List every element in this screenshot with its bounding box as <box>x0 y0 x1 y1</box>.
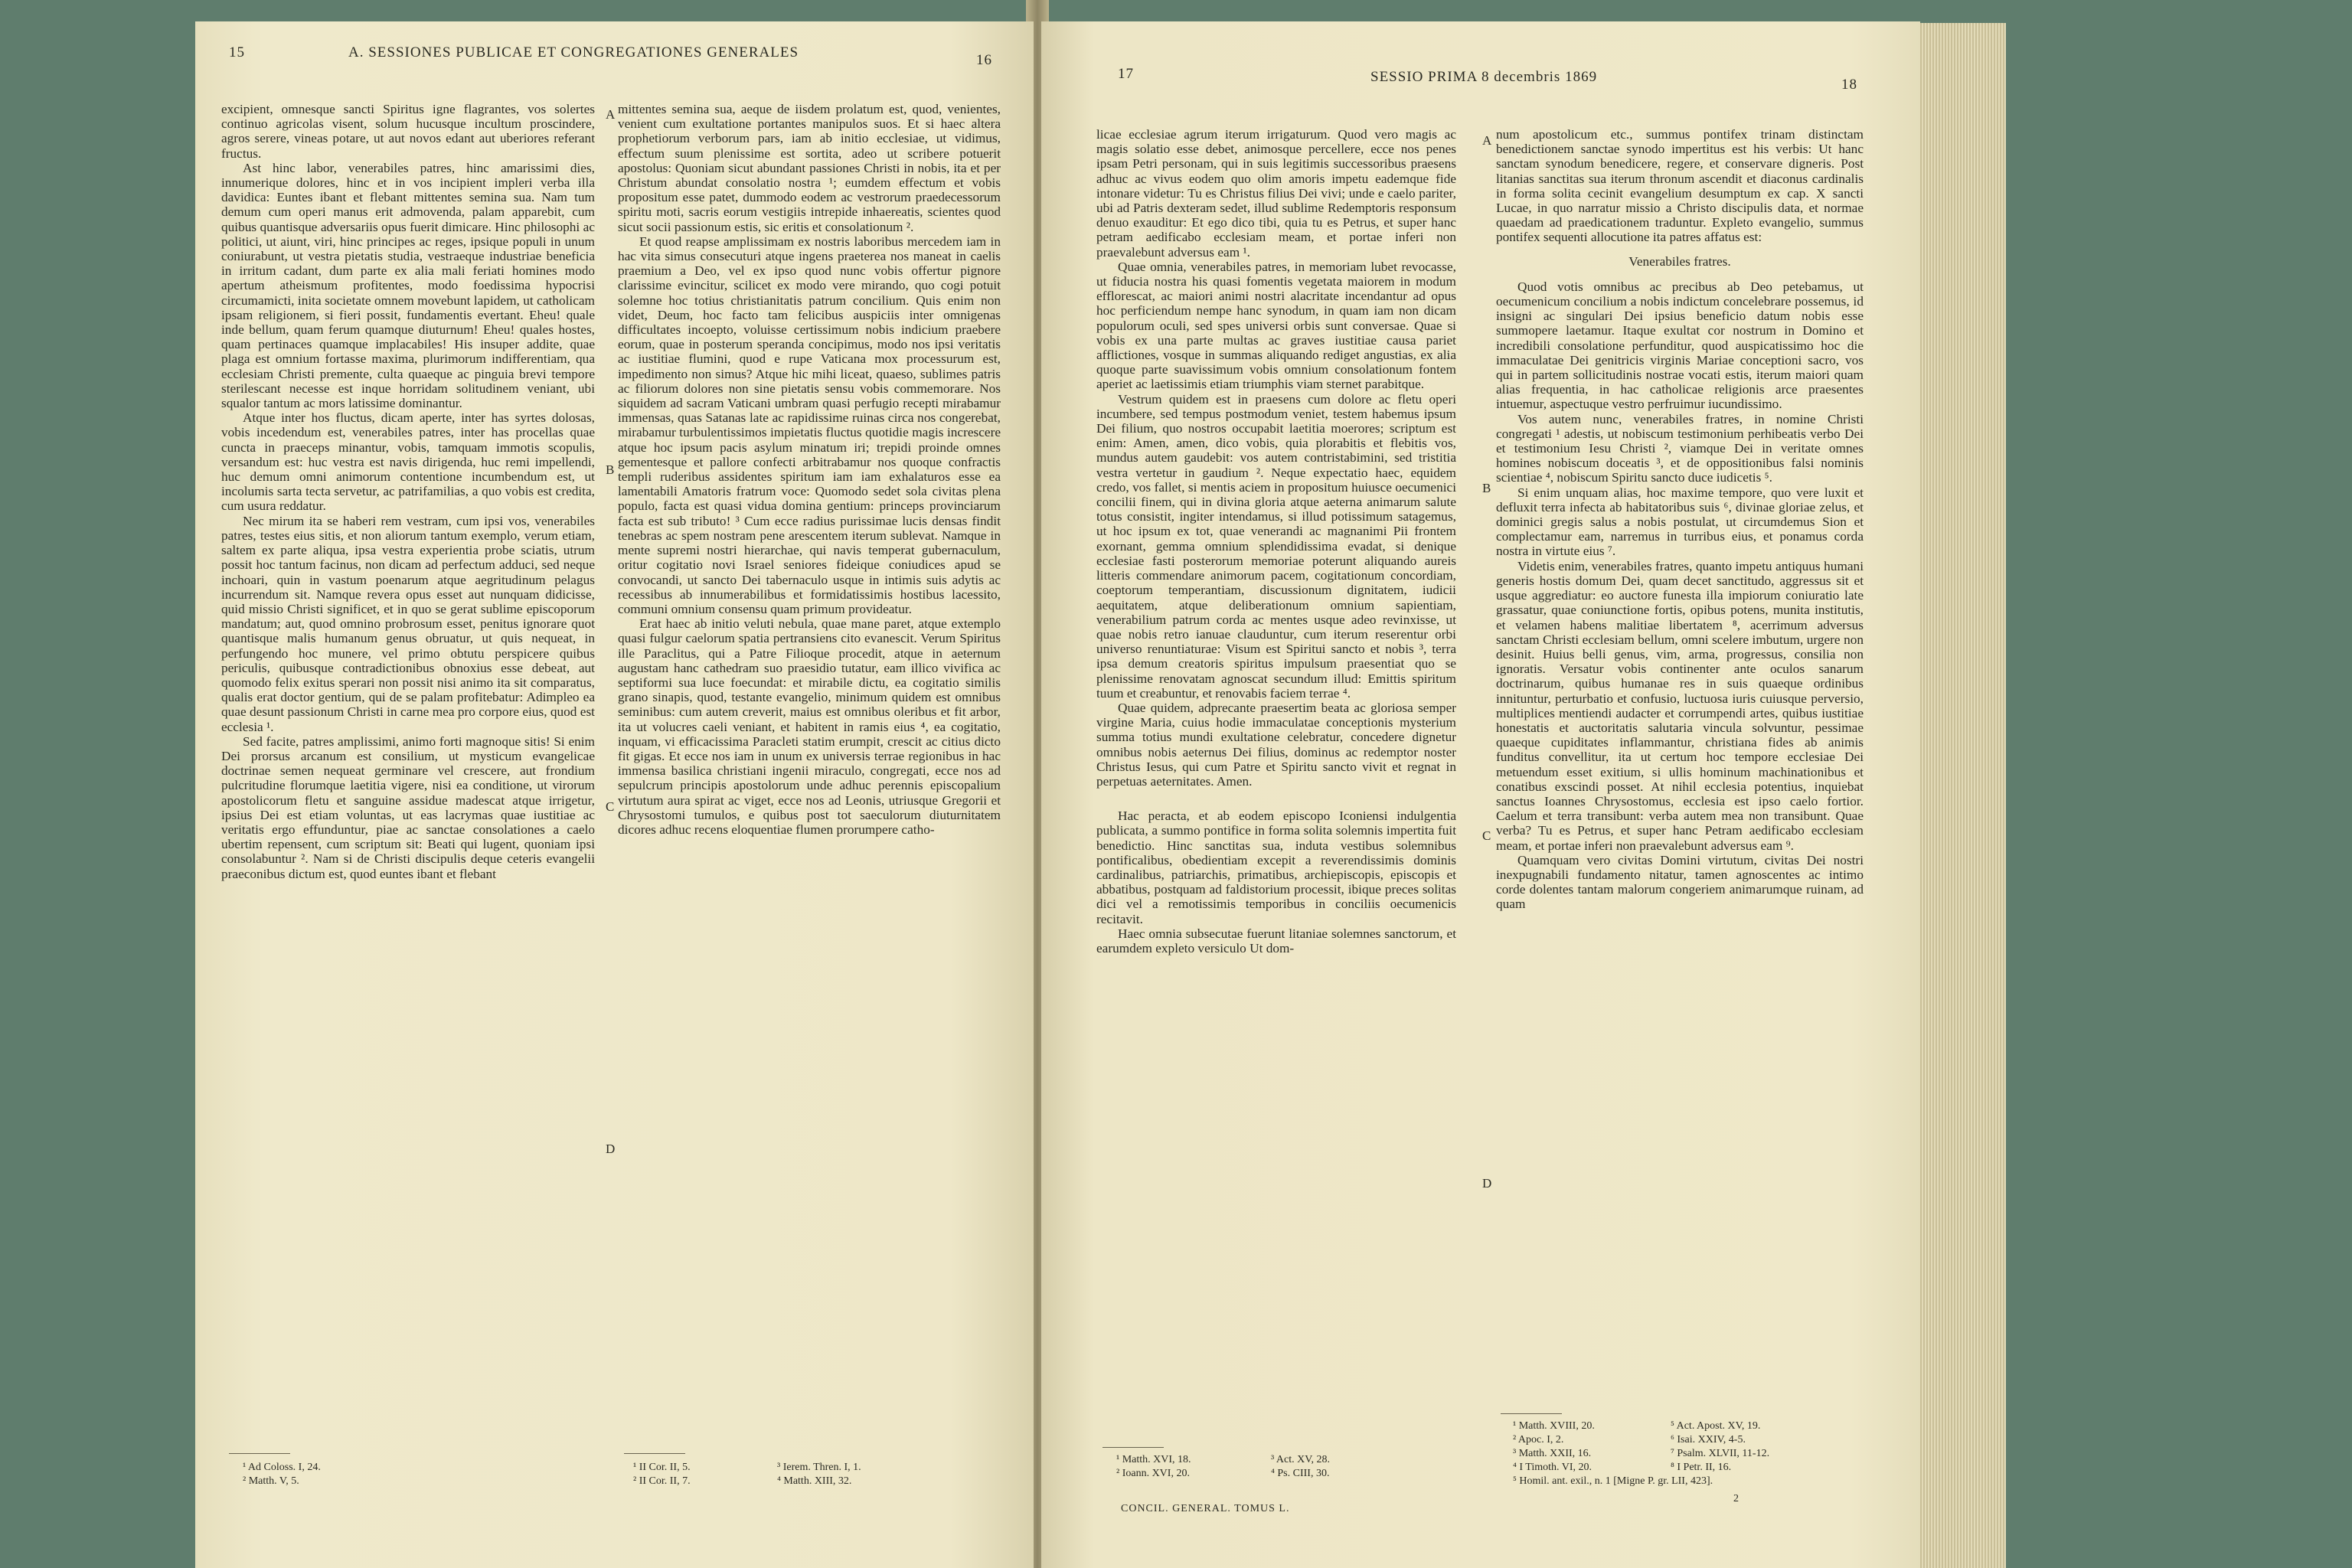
margin-letter: D <box>606 1142 616 1156</box>
footnote: ⁴ Ps. CIII, 30. <box>1271 1468 1330 1479</box>
page-number: 15 <box>229 44 245 60</box>
text-column-right <box>1496 127 1864 912</box>
footnote: ⁴ Matth. XIII, 32. <box>777 1475 852 1487</box>
paragraph: Quod votis omnibus ac precibus ab Deo petebamus, ut oecumenicum concilium a nobis indictum concelebrare possemus, id insigni ac singulari Dei ipsius beneficio datum nobis esse summopere laetamur. Itaque exultat cor nostrum in Domino et incredibili consolatione perfunditur, quod auspicatissimo hoc die immaculatae Dei genitricis virginis Mariae conceptioni sacro, vos qui in partem sollicitudinis nostrae vocati estis, iterum maiori quam alias frequentia, in hac catholicae religionis arce praesentes intuemur, aspectuque vestro perfruimur iucundissimo. <box>1496 279 1864 412</box>
paragraph: Quae omnia, venerabiles patres, in memoriam lubet revocasse, ut fiducia nostra his quasi fomentis vegetata maiorem in modum efflorescat, ac maiori animi nostri alacritate incendantur ad opus hoc perficiendum nempe hanc synodum, in quam iam non dicam populorum oculi, sed spes universi orbis sunt conversae. Quae si vobis ex una parte multas ac graves iustitiae causa pariet afflictiones, vosque in summas aliquando rediget angustias, ex alia quoque parte suavissimum vobis omnium consolationum fontem aperiet ac laetissimis etiam triumphis viam sternet parabitque. <box>1096 259 1456 392</box>
page-number: 17 <box>1118 66 1134 82</box>
footnote: ² II Cor. II, 7. <box>633 1475 691 1487</box>
footnote: ¹ Matth. XVIII, 20. <box>1513 1420 1595 1432</box>
footnotes <box>243 1461 321 1488</box>
margin-letter: B <box>1482 481 1491 495</box>
margin-letter: A <box>606 107 616 122</box>
paragraph: Videtis enim, venerabiles fratres, quanto impetu antiquus humani generis hostis domum Dei, quam decet sanctitudo, aggressus sit et usque aggrediatur: eo auctore funesta illa impiorum coniuratio late grassatur, quae coniunctione fortis, opibus potens, munita institutis, et velamen habens malitiae libertatem ⁸, acerrimum adversus sanctam Christi ecclesiam bellum, omni scelere imbutum, urgere non desinit. Huius belli genus, vim, arma, progressus, consilia non ignoratis. Versatur vobis continenter ante oculos sanarum doctrinarum, quibus humanae res in suis quaeque ordinibus innituntur, perturbatio et confusio, luctuosa iuris cuiusque perversio, multiplices mentiendi audacter et corrumpendi artes, quibus iustitiae honestatis et auctoritatis salutaria vincula solvuntur, pessimae quaeque cupiditates inflammantur, christiana fides ab animis funditus convellitur, ita ut certum hoc tempore ecclesiae Dei metuendum esset exitium, si ullis hominum machinationibus et conatibus exscindi posset. At nihil ecclesia potentius, inquiebat sanctus Ioannes Chrysostomus, ecclesia est ipso caelo fortior. Caelum et terra transibunt: verba autem mea non transibunt. Quae verba? Tu es Petrus, et super hanc Petram aedificabo ecclesiam meam, et portae inferi non praevalebunt adversus eam ⁹. <box>1496 558 1864 853</box>
footnotes <box>777 1461 861 1488</box>
footnote: ⁴ I Timoth. VI, 20. <box>1513 1462 1592 1473</box>
paragraph: licae ecclesiae agrum iterum irrigaturum. Quod vero magis ac magis solatio esse debet, animosque percellere, ecce nos penes ipsam Petri personam, qui in suis legitimis successoribus praesens adhuc ac vivus eodem quo olim amoris impetu eademque fide intonare videtur: Tu es Christus filius Dei vivi; unde e caelo pariter, ubi ad Patris dexteram sedet, illud sublime Redemptoris responsum denuo exauditur: Et ego dico tibi, quia tu es Petrus, et super hanc petram aedificabo ecclesiam meam, et portae inferi non praevalebunt adversus eam ¹. <box>1096 127 1456 260</box>
signature-mark: CONCIL. GENERAL. TOMUS L. <box>1121 1503 1290 1514</box>
footnote: ⁷ Psalm. XLVII, 11-12. <box>1671 1448 1770 1459</box>
page-edges <box>1920 23 2006 1568</box>
paragraph: Ast hinc labor, venerabiles patres, hinc amarissimi dies, innumerique dolores, hinc et in vos incipient impleri verba illa davidica: Euntes ibant et flebant mittentes semina sua. Nam tum demum cum operi manus erit admovenda, palam apparebit, cum quibus quantisque adversariis opus fuerit dimicare. Hinc philosophi ac politici, ut aiunt, viri, hinc principes ac reges, ipsique populi in unum coniurabunt, ut vestra pietatis studia, vestraeque industriae beneficia in irritum cadant, dum parte ex alia mali feriati homines modo apertum atheismum profitentes, modo foedissima hypocrisi circumamicti, inita societate omnem movebunt lapidem, ut catholicam ipsam religionem, si fieri possit, fundamentis evertant. Eheu! quale inde bellum, quam ferum quamque diuturnum! Eheu! quales hostes, quam pertinaces quamque implacabiles! His insuper addite, quae plaga est omnium fortasse maxima, plurimorum indifferentiam, qua ecclesiam Christi premente, culta quaeque ac pinguia brevi tempore sterilescant necesse est inque horridam solitudinem veniant, ubi squalor tantum ac mors latissime dominantur. <box>221 160 595 411</box>
running-header: A. SESSIONES PUBLICAE ET CONGREGATIONES GENERALES <box>348 44 799 60</box>
text-column-right <box>618 102 1001 837</box>
left-page <box>195 21 1034 1568</box>
footnote: ² Apoc. I, 2. <box>1513 1434 1564 1446</box>
paragraph: Vestrum quidem est in praesens cum dolore ac fletu operi incumbere, sed tempus postmodum veniet, testem habemus ipsum Dei filium, quo nostros occupabit laetitia moerores; scriptum est enim: Amen, amen, dico vobis, quia plorabitis et flebitis vos, mundus autem gaudebit: vos autem contristabimini, sed tristitia vestra vertetur in gaudium ². Neque expectatio haec, equidem credo, vos fallet, si mentis aciem in propositum huiusce oecumenici concilii finem, qui in divina gloria atque aeterna animarum salute totus consistit, ingiter intendamus, si illud potissimum satagemus, ut hoc ipsum ex tot, quae venerandi ac magnanimi Pii frontem exornant, gemma omnium splendidissima evadat, si denique ecclesiae fasti posterorum memoriae poterunt aliquando aureis litteris commendare animorum pacem, cogitationum concordiam, coeptorum temperantiam, discussionum dignitatem, iudicii aequitatem, atque deliberationum omnium sapientiam, venerabilium patrum corda ac mentes usque adeo revinxisse, ut quae nobis retro ianuae clauduntur, cum iterum reserentur orbi universo renuntiaturae: Visum est Spiritui sancto et nobis ³, terra ipsa demum creatoris spiritus impulsum praesentiat quo se plenissime renovatam agnoscat secundum illud: Emittis spiritum tuum et creabuntur, et renovabis faciem terrae ⁴. <box>1096 391 1456 701</box>
footnote: ¹ II Cor. II, 5. <box>633 1462 691 1473</box>
paragraph: Et quod reapse amplissimam ex nostris laboribus mercedem iam in hac vita simus consecuturi atque ingens praeterea nos maneat in caelis praemium a Deo, vel ex ipso quod nunc vobis offertur pignore clarissime evincitur, scilicet ex modo vere mirando, quo cogi potuit solemne hoc totius christianitatis patrum concilium. Quis enim non videt, Deum, hoc facto tam felicibus auspiciis inter omnigenas difficultates incoepto, voluisse certissimum nobis indicium praebere eorum, quae in posterum speranda concipimus, modo nos ipsi veritatis ac iustitiae flumini, quod e rupe Vaticana mox processurum est, impedimento non simus? Atque hic mihi liceat, quaeso, sublimes patris ac filiorum dolores non sine pietatis sensu vobis commemorare. Nos siquidem ad sacram Vaticani umbram quasi perfugio recepti mirabamur immensas, quas Satanas late ac rapidissime ruinas circa nos congerebat, mirabamur turbulentissimos impietatis fluctus quotidie magis increscere atque hoc ipsum pacis asylum minatum iri; trepidi proinde omnes gementesque et pallore confecti arbitrabamur nos quoque confractis templi ruderibus assidentes spiritum iam iam exhalaturos esse ea lamentabili Amatoris fratrum voce: Quomodo sedet sola civitas plena populo, facta est quasi vidua domina gentium: princeps provinciarum facta est sub tributo! ³ Cum ecce radius purissimae lucis densas findit tenebras ac spem nostram pene arescentem iterum sublevat. Namque in mente supremi nostri hierarchae, qui navis temperat gubernaculum, oritur cogitatio novi Israel seniores fideique coniudices apud se convocandi, ut sancto Dei tabernaculo usque in intimis suis adytis ac recessibus ab innumerabilibus et formidatissimis hostibus lacessito, communi omnium consensu quam primum provideatur. <box>618 234 1001 616</box>
footnote: ¹ Ad Coloss. I, 24. <box>243 1462 321 1473</box>
paragraph: Si enim unquam alias, hoc maxime tempore, quo vere luxit et defluxit terra infecta ab habitatoribus suis ⁶, divinae gloriae zelus, et dominici gregis salus a nobis postulat, ut circumdemus Sion et complectamur eam, narremus in turribus eius, et ponamus corda nostra in virtute eius ⁷. <box>1496 485 1864 559</box>
paragraph: mittentes semina sua, aeque de iisdem prolatum est, quod, venientes, venient cum exultatione portantes manipulos suos. Et si haec altera prophetiorum verborum pars, iam ab initio ecclesiae, ut vidimus, effectum suum plenissime est sortita, adeo ut scribere potuerit apostolus: Quoniam sicut abundant passiones Christi in nobis, ita et per Christum abundat consolatio nostra ¹; eumdem effectum et vobis propositum esse patet, dummodo eodem ac vestrorum praedecessorum spiritu moti, sacris eorum vestigiis intrepide inhaereatis, scientes quod sicut socii passionum estis, sic eritis et consolationum ². <box>618 102 1001 234</box>
footnote: ⁶ Isai. XXIV, 4-5. <box>1671 1434 1746 1446</box>
footnote: ¹ Matth. XVI, 18. <box>1116 1454 1191 1465</box>
paragraph: Atque inter hos fluctus, dicam aperte, inter has syrtes dolosas, vobis incedendum est, venerabiles patres, inter has procellas quae cuncta in praeceps minantur, vobis, tamquam immotis scopulis, versandum est: huc vestra est navis dirigenda, huc remi impellendi, huc demum omni animorum contentione incumbendum est, ut incolumis sarta tecta servetur, ac patrifamilias, a quo vobis est credita, cum usura reddatur. <box>221 410 595 514</box>
paragraph: Sed facite, patres amplissimi, animo forti magnoque sitis! Si enim Dei prorsus arcanum est consilium, ut mysticum evangelicae doctrinae semen nequeat germinare vel crescere, aut frondium pulcritudine florumque laetitia vigere, nisi ea conditione, ut virorum apostolicorum fletu et sanguine assidue madescat atque irrigetur, ipsius Dei est etiam voluntas, ut eas lacrymas quae iustitiae ac veritatis ergo effunduntur, piae ac sanctae consolationes a caelo ubertim repensent, cum scriptum sit: Beati qui lugent, quoniam ipsi consolabuntur ². Nam si de Christi discipulis deque ceteris evangelii praeconibus dictum est, quod euntes ibant et flebant <box>221 733 595 881</box>
page-number: 18 <box>1841 77 1857 93</box>
footnote: ⁸ I Petr. II, 16. <box>1671 1462 1732 1473</box>
running-header: SESSIO PRIMA 8 decembris 1869 <box>1370 69 1598 85</box>
footnote: ³ Act. XV, 28. <box>1271 1454 1331 1465</box>
footnotes <box>1671 1419 1769 1475</box>
page-number: 16 <box>976 52 992 68</box>
margin-letter: A <box>1482 133 1492 148</box>
footnote: ³ Matth. XXII, 16. <box>1513 1448 1592 1459</box>
footnote: ³ Ierem. Thren. I, 1. <box>777 1462 861 1473</box>
paragraph: Hac peracta, et ab eodem episcopo Iconiensi indulgentia publicata, a summo pontifice in forma solita solemnis impertita fuit benedictio. Hinc sanctitas sua, induta vestibus solemnibus pontificalibus, obedientiam excepit a reverendissimis dominis cardinalibus, patriarchis, primatibus, archiepiscopis, episcopis et abbatibus, postquam ad faldistorium processit, ibique preces solitas dici vel a remotissimis temporibus in conciliis oecumenicis recitavit. <box>1096 808 1456 926</box>
paragraph: Haec omnia subsecutae fuerunt litaniae solemnes sanctorum, et earumdem expleto versiculo Ut dom- <box>1096 926 1456 956</box>
address-heading: Venerabiles fratres. <box>1628 253 1731 269</box>
paragraph: Vos autem nunc, venerabiles fratres, in nomine Christi congregati ¹ adestis, ut nobiscum testimonium perhibeatis verbo Dei et testimonium Iesu Christi ², viamque Dei in veritate omnes homines nobiscum doceatis ³, et de oppositionibus falsi nominis scientiae ⁴, nobiscum Spiritu sancto duce iudicetis ⁵. <box>1496 411 1864 485</box>
paragraph: excipient, omnesque sancti Spiritus igne flagrantes, vos solertes continuo agricolas visent, solum hucusque incultum proscindere, agros serere, vineas potare, ut aut novos edant aut uberiores referant fructus. <box>221 102 595 161</box>
footnotes <box>633 1461 691 1488</box>
footnote-rule <box>624 1453 685 1454</box>
footnotes <box>1271 1453 1330 1481</box>
paragraph: Quamquam vero civitas Domini virtutum, civitas Dei nostri inexpugnabili fundamento nitatur, tamen agnoscentes ac intimo corde dolentes tantam malorum congeriem animarumque ruinam, ad quam <box>1496 852 1864 912</box>
footnote-rule <box>1102 1447 1164 1448</box>
margin-letter: B <box>606 462 615 477</box>
footnote-rule <box>1501 1413 1562 1414</box>
right-page <box>1041 21 1920 1568</box>
footnote: ⁵ Homil. ant. exil., n. 1 [Migne P. gr. LII, 423]. <box>1513 1475 1713 1487</box>
margin-letter: C <box>606 799 615 814</box>
footnote-rule <box>229 1453 290 1454</box>
text-column-left <box>221 102 595 881</box>
paragraph: Quae quidem, adprecante praesertim beata ac gloriosa semper virgine Maria, cuius hodie immaculatae conceptionis mysterium summa totius mundi exultatione celebratur, concedere dignetur omnibus nobis aeternus Dei filius, dominus ac redemptor noster Christus Iesus, qui cum Patre et Spiritu sancto vivit et regnat in perpetuas aeternitates. Amen. <box>1096 700 1456 789</box>
margin-letter: D <box>1482 1176 1492 1191</box>
paragraph: Erat haec ab initio veluti nebula, quae mane paret, atque extemplo quasi fulgur caelorum spatia pertransiens cito evanescit. Verum Spiritus ille Paraclitus, qui a Patre Filioque procedit, atque in aeternum augustam hanc cathedram suo praesidio tutatur, eam illico vivifica ac septiformi sua luce foecundat: et mirabile dictu, ea cogitatio similis grano sinapis, quod, testante evangelio, minimum quidem est omnibus seminibus: cum autem creverit, maius est omnibus oleribus et fit arbor, ita ut volucres caeli veniant, et habitent in ramis eius ⁴, ea cogitatio, inquam, vi efficacissima Paracleti statim erumpit, crescit ac citius dicto fit gigas. Et ecce nos iam in unum ex universis terrae regionibus in hac immensa basilica christiani ingenii miraculo, congregati, ecce nos ad sepulcrum principis apostolorum unde adhuc perennis episcopalium virtutum aura spirat ac viget, ecce nos ad Leonis, utriusque Gregorii et Chrysostomi tumulos, e quibus post tot saeculorum diuturnitatem dicores adhuc recens eloquentiae flumen prorumpere catho- <box>618 616 1001 837</box>
paragraph: num apostolicum etc., summus pontifex trinam distinctam benedictionem sanctae synodo impertitus est his verbis: Ut hanc sanctam synodum benedicere, regere, et conservare digneris. Post litanias sanctitas sua iterum thronum ascendit et diaconus cardinalis in forma solita cecinit evangelium desumptum ex cap. X sancti Lucae, in quo narratur missio a Christo discipulis data, et normae quaedam ad praedicationem traduntur. Expleto evangelio, summus pontifex sequenti allocutione ita patres affatus est: <box>1496 127 1864 245</box>
footnote: ⁵ Act. Apost. XV, 19. <box>1671 1420 1761 1432</box>
footnotes <box>1116 1453 1191 1481</box>
footnote: ² Ioann. XVI, 20. <box>1116 1468 1190 1479</box>
footnote: ² Matth. V, 5. <box>243 1475 299 1487</box>
text-column-left <box>1096 127 1456 956</box>
paragraph: Nec mirum ita se haberi rem vestram, cum ipsi vos, venerabiles patres, testes eius sitis, et non aliorum tantum exemplo, verum etiam, saltem ex parte aliqua, ipsa vestra experientia probe sciatis, utrum possit hoc tantum facinus, non dicam ad perfectum adduci, sed neque inchoari, quin in vastum poenarum atque aegritudinum pelagus incurrendum sit. Namque revera opus esset aut nunquam didicisse, quid missio Christi significet, et in quo se gerat sublime episcoporum mandatum; aut, quod omnino probrosum esset, penitus ignorare quot quantisque malis humanum genus obruatur, ut quis nequeat, in perfungendo hoc munere, vel primo obtutu perspicere quibus periculis, quibusque contradictionibus obnoxius esse debeat, aut quomodo felix exitus sperari non possit nisi animo ita sit comparatus, qualis erat doctor gentium, qui de se palam profitebatur: Adimpleo ea quae desunt passionum Christi in carne mea pro corpore eius, quod est ecclesia ¹. <box>221 513 595 734</box>
margin-letter: C <box>1482 828 1491 843</box>
sheet-number: 2 <box>1733 1493 1740 1504</box>
